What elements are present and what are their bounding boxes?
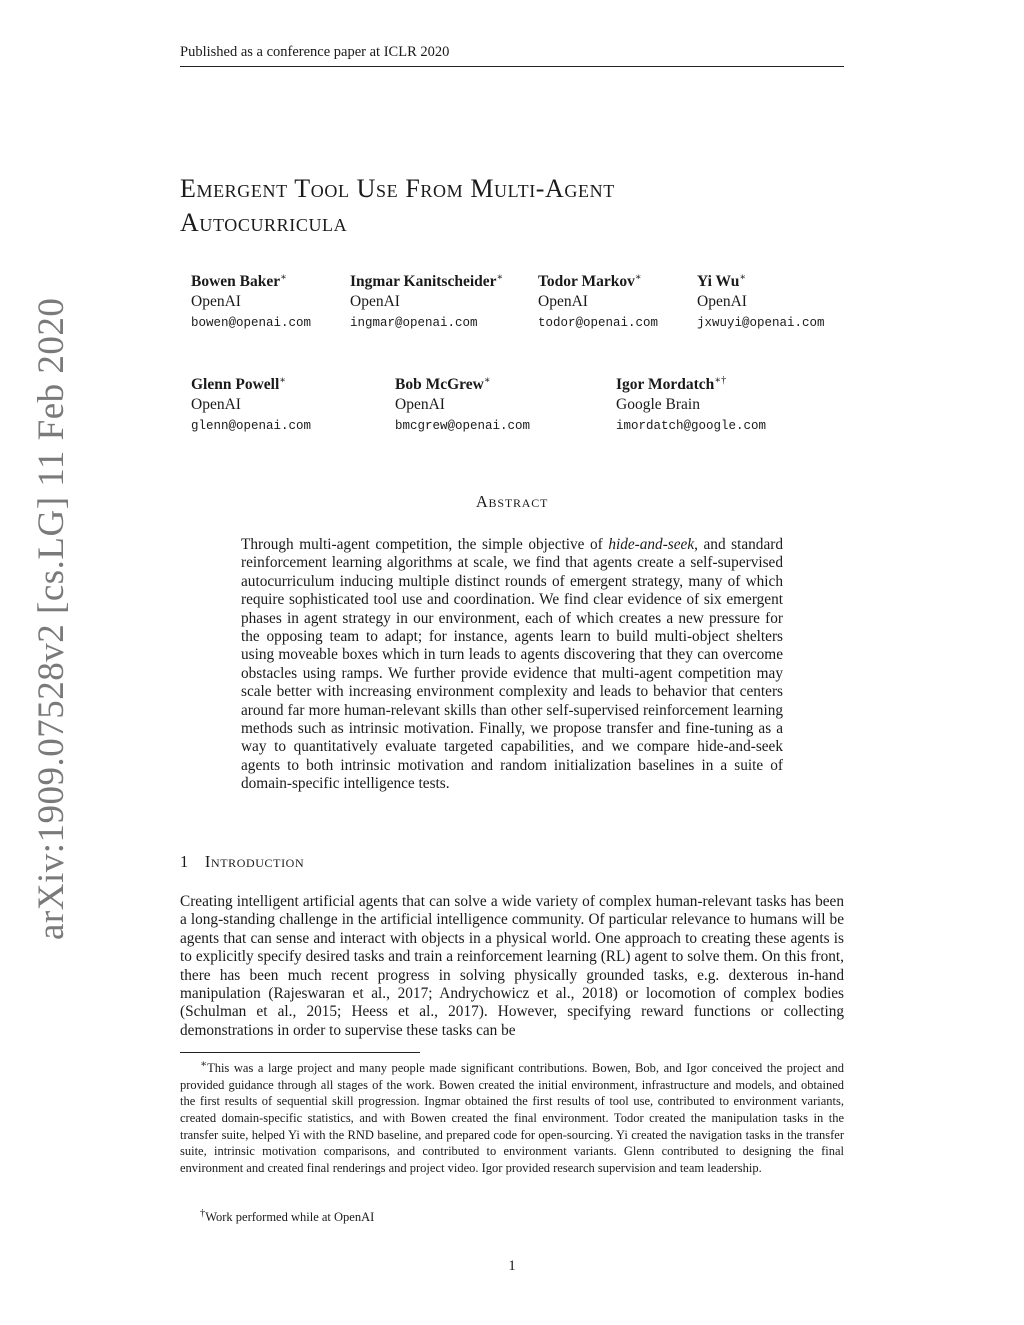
title-line-2: Autocurricula [180,208,348,237]
author-name: Igor Mordatch [616,376,715,394]
footnote-2 [200,1208,374,1225]
author-email[interactable]: bmcgrew@openai.com [395,419,531,434]
footnote-1 [180,1057,844,1176]
abstract-text-rest: , and standard reinforcement learning algorithms at scale, we find that agents create a self-supervised autocurriculum inducing multiple distinct rounds of emergent strategy, many of which require sophisticated tool use and coordination. We find clear evidence of six emergent phases in agent strategy in our environment, each of which creates a new pressure for the opposing team to adapt; for instance, agents learn to build multi-object shelters using moveable boxes which in turn leads to agents discovering that they can overcome obstacles using ramps. We further provide evidence that multi-agent competition may scale better with increasing environment complexity and leads to behavior that centers around far more human-relevant skills than other self-supervised reinforcement learning methods such as intrinsic motivation. Finally, we propose transfer and fine-tuning as a way to quantitatively evaluate targeted capabilities, and we compare hide-and-seek agents to both intrinsic motivation and random initialization baselines in a suite of domain-specific intelligence tests. [241,536,783,793]
title-line-1: Emergent Tool Use From Multi-Agent [180,174,615,203]
author-mark: ∗ [483,375,491,386]
author-name: Bob McGrew [395,376,484,394]
author-block [697,268,825,333]
author-name: Yi Wu [697,273,740,291]
author-affiliation: OpenAI [191,396,241,414]
author-email[interactable]: imordatch@google.com [616,419,767,434]
author-affiliation: Google Brain [616,396,700,414]
author-name: Todor Markov [538,273,635,291]
author-mark: ∗ [739,272,747,283]
author-email[interactable]: bowen@openai.com [191,316,312,331]
introduction-body: Creating intelligent artificial agents that can solve a wide variety of complex human-relevant tasks has been a long-standing challenge in the artificial intelligence community. Of particular relevance to humans will be agents that can sense and interact with objects in a physical world. One approach to creating these agents is to explicitly specify desired tasks and train a reinforcement learning (RL) agent to solve them. On this front, there has been much recent progress in solving physically grounded tasks, e.g. dexterous in-hand manipulation (Rajeswaran et al., 2017; Andrychowicz et al., 2018) or locomotion of complex bodies (Schulman et al., 2015; Heess et al., 2017). However, specifying reward functions or collecting demonstrations in order to supervise these tasks can be [180,893,844,1039]
author-affiliation: OpenAI [191,293,241,311]
abstract-emphasis: hide-and-seek [608,536,695,553]
author-affiliation: OpenAI [697,293,747,311]
author-block [191,371,311,436]
author-mark: ∗ [496,272,504,283]
footnote-text: This was a large project and many people made significant contributions. Bowen, Bob, and Igor conceived the project and provided guidance through all stages of the work. Bowen created the initial environment, infrastructure and models, and obtained the first results of sequential skill progression. Ingmar obtained the first results of tool use, contributed to environment variants, created domain-specific statistics, and with Bowen created the final environment. Todor created the manipulation tasks in the transfer suite, helped Yi with the RND baseline, and prepared code for open-sourcing. Yi created the navigation tasks in the transfer suite, intrinsic motivation comparisons, and contributed to environment variants. Glenn contributed to designing the final environment and created final renderings and project video. Igor provided research supervision and team leadership. [180,1061,844,1175]
footnote-rule [180,1052,420,1053]
abstract-text-start: Through multi-agent competition, the simple objective of [241,536,609,553]
author-block [191,268,311,333]
page-number: 1 [508,1258,516,1274]
author-email[interactable]: jxwuyi@openai.com [697,316,825,331]
running-header: Published as a conference paper at ICLR 2020 [180,44,450,60]
author-block [616,371,766,436]
author-mark: ∗ [634,272,642,283]
abstract-heading: Abstract [475,492,549,511]
author-mark: ∗ [279,375,287,386]
section-heading [180,852,304,872]
author-block [395,371,530,436]
author-block [350,268,503,333]
footnote-mark: ∗ [200,1059,208,1070]
arxiv-stamp[interactable]: arXiv:1909.07528v2 [cs.LG] 11 Feb 2020 [31,297,72,940]
author-name: Glenn Powell [191,376,280,394]
author-affiliation: OpenAI [395,396,445,414]
author-name: Bowen Baker [191,273,281,291]
footnote-text: Work performed while at OpenAI [205,1210,375,1225]
author-name: Ingmar Kanitscheider [350,273,497,291]
footnote-mark: † [200,1208,206,1219]
paper-title [180,172,840,240]
author-email[interactable]: glenn@openai.com [191,419,312,434]
section-title: Introduction [204,852,305,871]
author-block [538,268,658,333]
author-email[interactable]: todor@openai.com [538,316,659,331]
section-number: 1 [180,852,189,871]
author-affiliation: OpenAI [350,293,400,311]
abstract-body [241,536,783,794]
author-affiliation: OpenAI [538,293,588,311]
author-mark: ∗† [714,375,727,386]
author-mark: ∗ [280,272,287,283]
author-email[interactable]: ingmar@openai.com [350,316,478,331]
